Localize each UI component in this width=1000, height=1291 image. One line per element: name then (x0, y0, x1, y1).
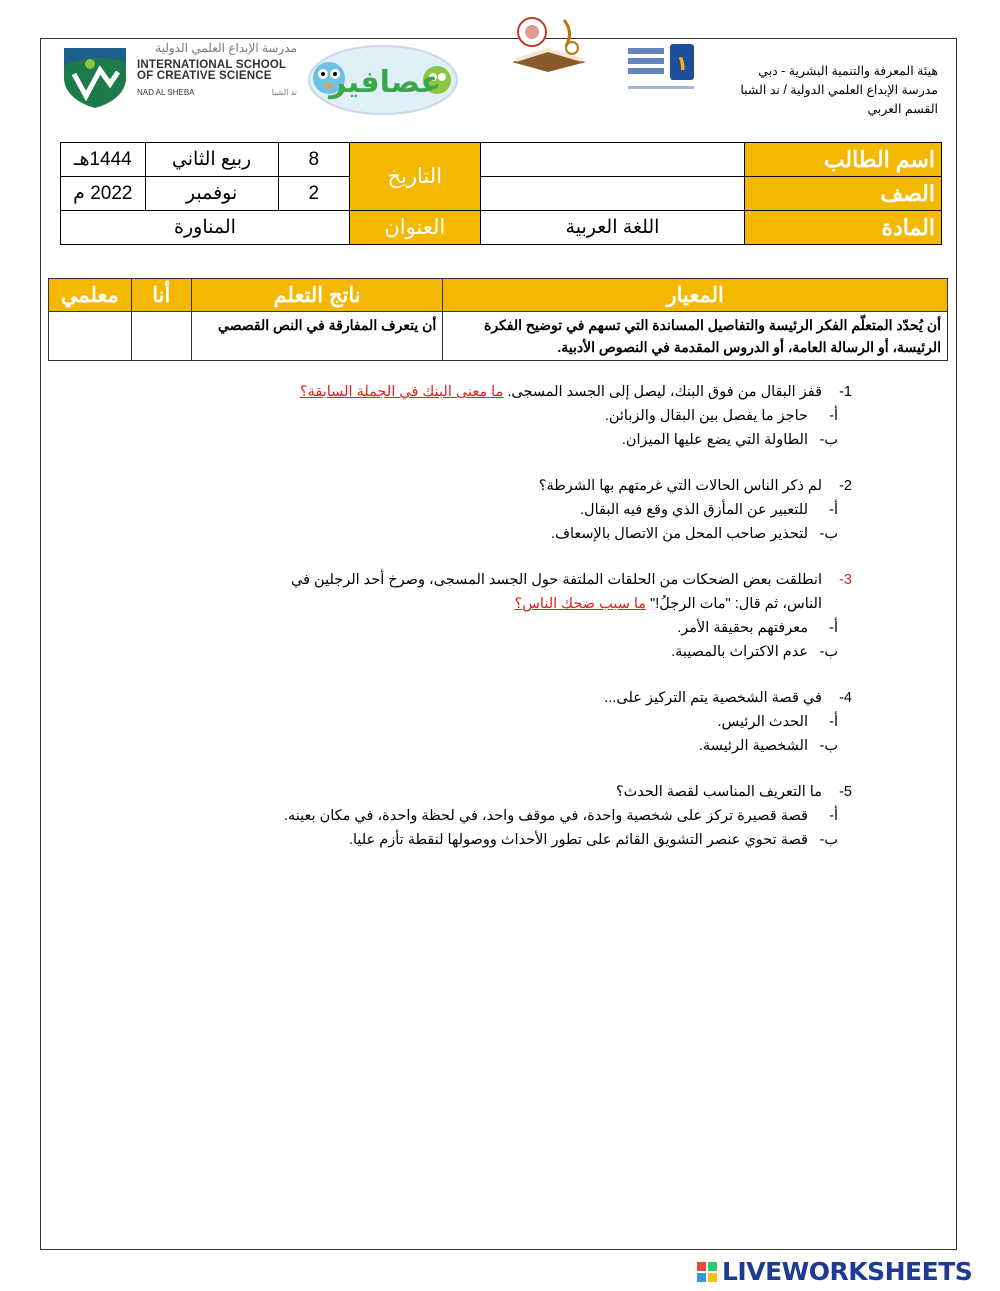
self-assessment-header: أنا (131, 279, 191, 312)
answer-option[interactable] (280, 498, 852, 522)
liveworksheets-mark-icon (697, 1262, 717, 1282)
school-logo-icon (60, 44, 130, 110)
school-name-english-1: INTERNATIONAL SCHOOL (137, 59, 287, 71)
question-highlight: ما سبب ضحك الناس؟ (514, 596, 647, 612)
answer-option[interactable] (280, 404, 852, 428)
option-letter: ب- (819, 832, 838, 848)
subject-label: المادة (745, 211, 942, 245)
asafeer-logo-icon (305, 42, 460, 117)
greg-day: 2 (278, 177, 349, 211)
answer-option[interactable] (280, 828, 852, 852)
option-letter: ب- (819, 738, 838, 754)
class-field[interactable] (480, 177, 745, 211)
hijri-day: 8 (278, 143, 349, 177)
question-number: 4- (839, 690, 852, 706)
question-1 (280, 380, 852, 452)
question-5 (280, 780, 852, 852)
criteria-table (48, 278, 948, 361)
self-assessment-cell[interactable] (131, 312, 191, 361)
option-text: الشخصية الرئيسة. (698, 738, 808, 754)
question-text: قفز البقال من فوق البنك، ليصل إلى الجسد المسجى. (507, 384, 822, 400)
asafeer-logo-text: عصافير (329, 65, 441, 100)
option-text: للتعبير عن المأزق الذي وقع فيه البقال. (580, 502, 808, 518)
standard-header: المعيار (443, 279, 948, 312)
date-label: التاريخ (349, 143, 480, 211)
hijri-month: ربيع الثاني (145, 143, 278, 177)
option-letter: ب- (819, 526, 838, 542)
question-highlight: ما معنى البنك في الجملة السابقة؟ (299, 384, 504, 400)
school-name-english-2: OF CREATIVE SCIENCE (137, 70, 272, 82)
title-value: المناورة (61, 211, 350, 245)
question-number: 1- (839, 384, 852, 400)
question-2 (280, 474, 852, 546)
authority-line-2: مدرسة الإبداع العلمي الدولية / ند الشبا (740, 83, 938, 97)
question-text: ما التعريف المناسب لقصة الحدث؟ (615, 784, 822, 800)
school-location-en: NAD AL SHEBA (137, 88, 195, 97)
option-text: لتحذير صاحب المحل من الاتصال بالإسعاف. (550, 526, 808, 542)
book-logo-icon (508, 12, 590, 82)
school-location (137, 88, 297, 97)
option-letter: أ- (829, 808, 838, 824)
option-text: حاجز ما يفصل بين البقال والزبائن. (604, 408, 808, 424)
liveworksheets-brand-text: LIVEWORKSHEETS (722, 1257, 973, 1286)
school-name-block (137, 42, 297, 97)
option-text: الطاولة التي يضع عليها الميزان. (621, 432, 808, 448)
authority-line-1: هيئة المعرفة والتنمية البشرية - دبي (758, 64, 938, 78)
svg-text:١: ١ (675, 51, 689, 75)
answer-option[interactable] (280, 428, 852, 452)
question-4 (280, 686, 852, 758)
greg-month: نوفمبر (145, 177, 278, 211)
option-letter: ب- (819, 432, 838, 448)
option-letter: ب- (819, 644, 838, 660)
option-text: عدم الاكتراث بالمصيبة. (671, 644, 808, 660)
question-text: في قصة الشخصية يتم التركيز على... (604, 690, 822, 706)
authority-header (698, 62, 938, 119)
question-text: لم ذكر الناس الحالات التي غرمتهم بها الشرطة؟ (538, 478, 822, 494)
teacher-assessment-header: معلمي (49, 279, 132, 312)
authority-line-3: القسم العربي (867, 102, 938, 116)
student-name-field[interactable] (480, 143, 745, 177)
option-text: الحدث الرئيس. (717, 714, 808, 730)
school-name-arabic: مدرسة الإبداع العلمي الدولية (155, 41, 297, 55)
outcome-text: أن يتعرف المفارقة في النص القصصي (191, 312, 442, 361)
question-number: 3- (839, 572, 852, 588)
answer-option[interactable] (280, 710, 852, 734)
question-3 (280, 568, 852, 664)
title-label: العنوان (349, 211, 480, 245)
question-text: انطلقت بعض الضحكات من الحلقات الملتفة حول الجسد المسجى، وصرخ أحد الرجلين في الناس، ثم قال: "مات الرجلُ!" (290, 572, 822, 612)
hijri-year: 1444هـ (61, 143, 146, 177)
answer-option[interactable] (280, 522, 852, 546)
liveworksheets-logo (697, 1257, 972, 1286)
student-info-table (60, 142, 942, 245)
teacher-assessment-cell[interactable] (49, 312, 132, 361)
option-text: معرفتهم بحقيقة الأمر. (677, 620, 808, 636)
question-number: 2- (839, 478, 852, 494)
option-text: قصة قصيرة تركز على شخصية واحدة، في موقف واحد، في لحظة واحدة، في مكان بعينه. (283, 808, 808, 824)
answer-option[interactable] (280, 804, 852, 828)
greg-year: 2022 م (61, 177, 146, 211)
school-location-ar: ند الشبا (271, 88, 297, 97)
option-letter: أ- (829, 408, 838, 424)
subject-value: اللغة العربية (480, 211, 745, 245)
class-label: الصف (745, 177, 942, 211)
option-letter: أ- (829, 502, 838, 518)
student-name-label: اسم الطالب (745, 143, 942, 177)
outcome-header: ناتج التعلم (191, 279, 442, 312)
answer-option[interactable] (280, 734, 852, 758)
arab-reading-challenge-logo-icon (622, 40, 700, 106)
option-text: قصة تحوي عنصر التشويق القائم على تطور الأحداث ووصولها لنقطة تأزم عليا. (348, 832, 808, 848)
answer-option[interactable] (280, 616, 852, 640)
question-number: 5- (839, 784, 852, 800)
standard-text: أن يُحدّد المتعلّم الفكر الرئيسة والتفاصيل المساندة التي تسهم في توضيح الفكرة الرئيسة، أو الرسالة العامة، أو الدروس المقدمة في النصوص الأدبية. (443, 312, 948, 361)
questions-list (280, 380, 852, 874)
option-letter: أ- (829, 714, 838, 730)
answer-option[interactable] (280, 640, 852, 664)
option-letter: أ- (829, 620, 838, 636)
